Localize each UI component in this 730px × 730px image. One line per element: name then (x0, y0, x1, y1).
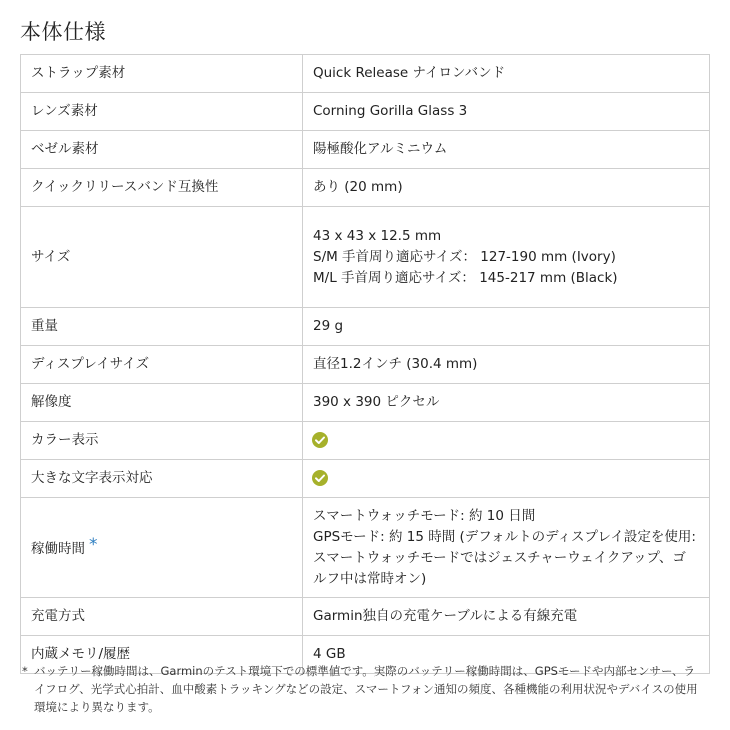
spec-label: 大きな文字表示対応 (21, 460, 303, 498)
spec-value-line: 43 x 43 x 12.5 mm (313, 227, 442, 244)
table-row (21, 422, 710, 460)
spec-value: 4 GB (303, 636, 710, 674)
table-row (21, 55, 710, 93)
spec-value: 29 g (303, 308, 710, 346)
spec-value-line: スマートウォッチモード: 約 10 日間 (313, 507, 536, 524)
spec-label: カラー表示 (21, 422, 303, 460)
table-row (21, 460, 710, 498)
spec-value: 陽極酸化アルミニウム (303, 131, 710, 169)
spec-value (303, 498, 710, 598)
table-row (21, 346, 710, 384)
spec-label: ベゼル素材 (21, 131, 303, 169)
spec-label: ディスプレイサイズ (21, 346, 303, 384)
table-row (21, 308, 710, 346)
spec-label: 解像度 (21, 384, 303, 422)
spec-label-text: 稼働時間 (31, 541, 85, 557)
spec-value (303, 460, 710, 498)
check-circle-icon (311, 431, 329, 449)
footnote-mark: * (22, 664, 28, 678)
spec-table (20, 54, 710, 674)
table-row (21, 207, 710, 308)
spec-label: 内蔵メモリ/履歴 (21, 636, 303, 674)
spec-value-line: S/M 手首周り適応サイズ： 127-190 mm (Ivory) (313, 248, 616, 265)
check-circle-icon (311, 469, 329, 487)
spec-value: 390 x 390 ピクセル (303, 384, 710, 422)
table-row (21, 384, 710, 422)
spec-label: 充電方式 (21, 598, 303, 636)
spec-value-line: M/L 手首周り適応サイズ： 145-217 mm (Black) (313, 269, 618, 286)
footnote (22, 662, 698, 716)
table-row (21, 598, 710, 636)
page-title: 本体仕様 (20, 20, 106, 44)
spec-value-line: GPSモード: 約 15 時間 (デフォルトのディスプレイ設定を使用: スマートウォッチモードではジェスチャーウェイクアップ、ゴルフ中は常時オン) (313, 528, 696, 587)
table-row (21, 498, 710, 598)
footnote-text: バッテリー稼働時間は、Garminのテスト環境下での標準値です。実際のバッテリー稼働時間は、GPSモードや内部センサー、ライフログ、光学式心拍計、血中酸素トラッキングなどの設定、スマートフォン通知の頻度、各種機能の利用状況やデバイスの使用環境により異なります。 (34, 664, 698, 714)
spec-value (303, 207, 710, 308)
spec-value: Corning Gorilla Glass 3 (303, 93, 710, 131)
table-row (21, 169, 710, 207)
spec-label: サイズ (21, 207, 303, 308)
spec-value: 直径1.2インチ (30.4 mm) (303, 346, 710, 384)
spec-value: Quick Release ナイロンバンド (303, 55, 710, 93)
footnote-asterisk: * (89, 535, 98, 555)
table-row (21, 93, 710, 131)
spec-label: レンズ素材 (21, 93, 303, 131)
spec-value (303, 422, 710, 460)
spec-label: クイックリリースバンド互換性 (21, 169, 303, 207)
spec-label (21, 498, 303, 598)
spec-label: ストラップ素材 (21, 55, 303, 93)
spec-value: Garmin独自の充電ケーブルによる有線充電 (303, 598, 710, 636)
spec-label: 重量 (21, 308, 303, 346)
spec-value: あり (20 mm) (303, 169, 710, 207)
table-row (21, 131, 710, 169)
